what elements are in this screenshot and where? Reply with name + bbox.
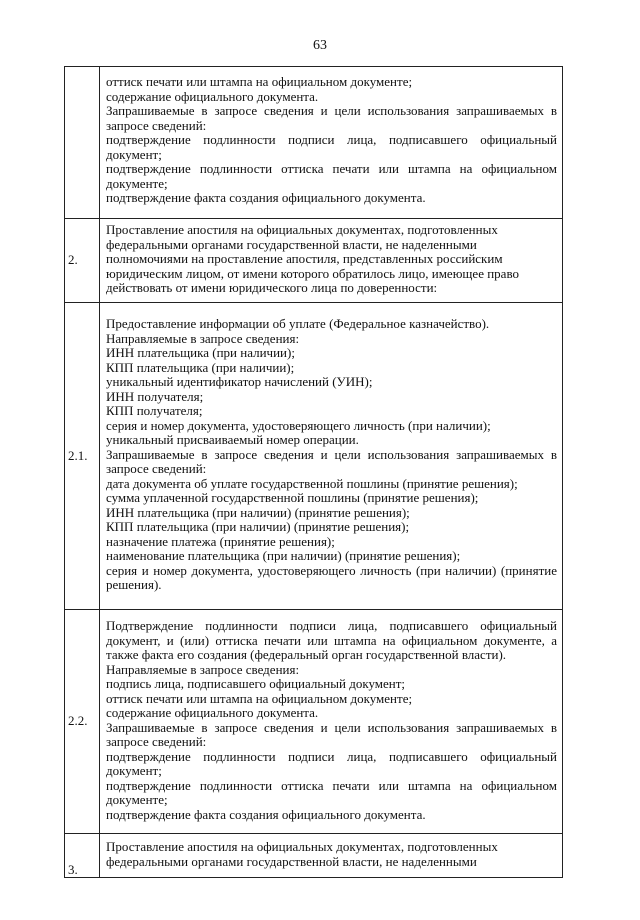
text-line: содержание официального документа. bbox=[106, 88, 319, 104]
table-row bbox=[65, 834, 563, 878]
row-number: 2.2. bbox=[65, 610, 100, 834]
row-number bbox=[65, 67, 100, 219]
text-line: действовать от имени юридического лица по доверенности: bbox=[106, 280, 438, 296]
text-line: оттиск печати или штампа на официальном документе; bbox=[106, 690, 413, 706]
text-line: подтверждение факта создания официального документа. bbox=[106, 806, 426, 822]
text-line: ИНН получателя; bbox=[106, 388, 204, 404]
row-content bbox=[100, 834, 563, 878]
table-body bbox=[65, 67, 563, 878]
text-line: документ; bbox=[106, 146, 162, 162]
text-line: КПП получателя; bbox=[106, 403, 203, 419]
text-line: Предоставление информации об уплате (Федеральное казначейство). bbox=[106, 316, 490, 332]
text-line: Подтверждение подлинности подписи лица, подписавшего официальный bbox=[106, 618, 557, 633]
text-line: полномочиями на проставление апостиля, представленных российским bbox=[106, 251, 503, 267]
text-line: серия и номер документа, удостоверяющего личность (при наличии) (принятие bbox=[106, 562, 557, 578]
text-line: Проставление апостиля на официальных документах, подготовленных bbox=[106, 222, 498, 238]
text-line: КПП плательщика (при наличии) (принятие решения); bbox=[106, 519, 410, 535]
text-line: КПП плательщика (при наличии); bbox=[106, 359, 295, 375]
text-line: подтверждение подлинности подписи лица, подписавшего официальный bbox=[106, 132, 557, 148]
table-row bbox=[65, 610, 563, 834]
text-line: подтверждение подлинности оттиска печати или штампа на официальном bbox=[106, 777, 557, 793]
page-number: 63 bbox=[313, 38, 327, 53]
text-line: наименование плательщика (при наличии) (принятие решения); bbox=[106, 548, 461, 564]
text-line: Проставление апостиля на официальных документах, подготовленных bbox=[106, 839, 498, 854]
text-line: документ, и (или) оттиска печати или штампа на официальном документе, а bbox=[106, 632, 557, 648]
text-line: дата документа об уплате государственной пошлины (принятие решения); bbox=[106, 475, 518, 491]
row-content bbox=[100, 67, 563, 219]
row-content bbox=[100, 303, 563, 610]
text-line: документ; bbox=[106, 763, 162, 778]
text-line: оттиск печати или штампа на официальном документе; bbox=[106, 74, 413, 90]
text-line: ИНН плательщика (при наличии) (принятие решения); bbox=[106, 504, 410, 520]
table-row bbox=[65, 303, 563, 610]
text-line: запросе сведений: bbox=[106, 117, 207, 133]
text-line: документе; bbox=[106, 175, 168, 191]
table-row bbox=[65, 67, 563, 219]
text-line: запросе сведений: bbox=[106, 734, 207, 749]
text-line: документе; bbox=[106, 792, 168, 807]
text-line: назначение платежа (принятие решения); bbox=[106, 533, 335, 549]
text-line: Запрашиваемые в запросе сведения и цели использования запрашиваемых в bbox=[106, 446, 557, 462]
text-line: уникальный идентификатор начислений (УИН); bbox=[106, 374, 373, 390]
text-line: решения). bbox=[106, 577, 162, 593]
row-content bbox=[100, 610, 563, 834]
text-line: содержание официального документа. bbox=[106, 705, 319, 720]
text-line: уникальный присваиваемый номер операции. bbox=[106, 432, 359, 448]
text-line: Запрашиваемые в запросе сведения и цели использования запрашиваемых в bbox=[106, 103, 557, 119]
text-line: подтверждение подлинности оттиска печати или штампа на официальном bbox=[106, 161, 557, 177]
table-row bbox=[65, 219, 563, 303]
row-content bbox=[100, 219, 563, 303]
row-number: 2. bbox=[65, 219, 100, 303]
text-line: запросе сведений: bbox=[106, 461, 207, 477]
text-line: Направляемые в запросе сведения: bbox=[106, 661, 300, 677]
text-line: также факта его создания (федеральный орган государственной власти). bbox=[106, 647, 507, 662]
text-line: подпись лица, подписавшего официальный документ; bbox=[106, 676, 406, 691]
text-line: федеральными органами государственной власти, не наделенными bbox=[106, 236, 477, 252]
text-line: сумма уплаченной государственной пошлины (принятие решения); bbox=[106, 490, 479, 506]
services-table bbox=[64, 66, 563, 878]
text-line: подтверждение подлинности подписи лица, подписавшего официальный bbox=[106, 748, 557, 764]
text-line: юридическим лицом, от имени которого обратилось лицо, имеющее право bbox=[106, 265, 519, 281]
text-line: подтверждение факта создания официального документа. bbox=[106, 190, 426, 206]
text-line: серия и номер документа, удостоверяющего личность (при наличии); bbox=[106, 417, 491, 433]
row-number: 2.1. bbox=[65, 303, 100, 610]
row-number: 3. bbox=[65, 834, 100, 878]
text-line: Запрашиваемые в запросе сведения и цели использования запрашиваемых в bbox=[106, 719, 557, 735]
text-line: ИНН плательщика (при наличии); bbox=[106, 345, 295, 361]
text-line: федеральными органами государственной власти, не наделенными bbox=[106, 853, 477, 869]
text-line: Направляемые в запросе сведения: bbox=[106, 330, 300, 346]
